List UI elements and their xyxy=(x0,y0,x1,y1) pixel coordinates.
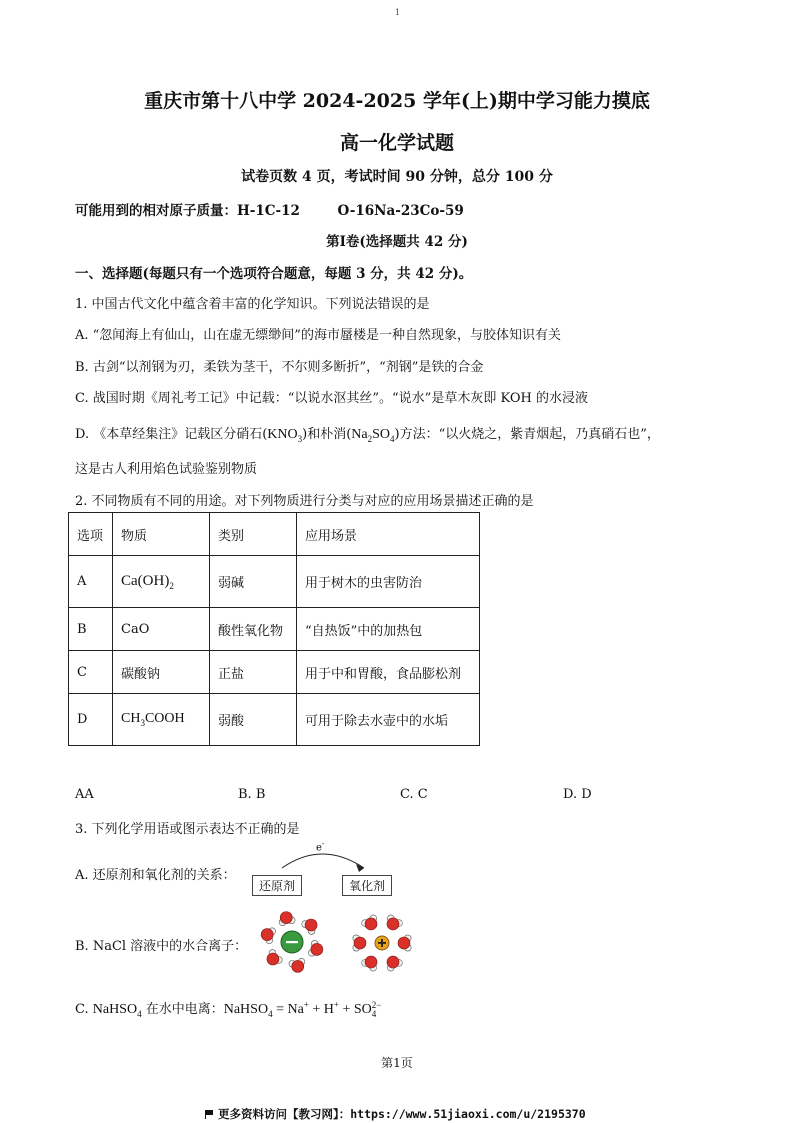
q1-option-b: B. 古剑“以剂钢为刃，柔铁为茎干，不尔则多断折”，“剂钢”是铁的合金 xyxy=(75,360,484,375)
q3-option-a-label: A. 还原剂和氧化剂的关系： xyxy=(75,868,236,883)
row-application: 用于中和胃酸，食品膨松剂 xyxy=(297,651,480,694)
row-application: “自热饭”中的加热包 xyxy=(297,608,480,651)
row-substance: 碳酸钠 xyxy=(113,651,210,694)
water-molecule-icon xyxy=(398,935,411,951)
exam-subject-title: 高一化学试题 xyxy=(339,132,454,154)
oxidant-box: 氧化剂 xyxy=(342,875,392,896)
row-option: C xyxy=(69,651,113,694)
water-molecule-icon xyxy=(387,956,402,971)
electron-label: e- xyxy=(316,840,325,854)
q3-option-c: C. NaHSO$_4$ 在水中电离：NaHSO$_4$ = Na+ + H+ + SO 2− 4 xyxy=(75,999,382,1019)
q1-option-a: A. “忽闻海上有仙山，山在虚无缥缈间”的海市蜃楼是一种自然现象，与胶体知识有关 xyxy=(75,328,561,343)
row-option: A xyxy=(69,556,113,608)
water-molecule-icon xyxy=(353,935,366,951)
water-molecule-icon xyxy=(267,950,282,965)
page-header-mark: 1 xyxy=(395,8,401,17)
row-substance: $CH_3COOH$ xyxy=(113,694,210,746)
q3-stem: 3. 下列化学用语或图示表达不正确的是 xyxy=(75,822,300,837)
hydrated-ions-diagram xyxy=(250,905,425,977)
q2-answer-a: AA xyxy=(75,787,94,802)
row-category: 弱酸 xyxy=(210,694,297,746)
reductant-box: 还原剂 xyxy=(252,875,302,896)
q2-answer-c: C. C xyxy=(400,787,428,802)
col-header-category: 类别 xyxy=(210,513,297,556)
hydrated-cation xyxy=(353,915,411,971)
table-row xyxy=(69,556,480,608)
row-substance: CaO xyxy=(113,608,210,651)
q2-table xyxy=(68,512,480,746)
water-molecule-icon xyxy=(362,956,377,971)
footer-link[interactable]: 更多资料访问【教习网】：https://www.51jiaoxi.com/u/2195370 xyxy=(205,1106,586,1122)
flag-icon xyxy=(205,1110,214,1119)
section-heading: 第Ⅰ卷(选择题共 42 分) xyxy=(326,234,468,250)
atomic-masses: 可能用到的相对原子质量：H-1C-12 O-16Na-23Co-59 xyxy=(75,203,464,219)
table-row xyxy=(69,651,480,694)
table-row xyxy=(69,694,480,746)
water-molecule-icon xyxy=(308,940,322,956)
hydrated-anion xyxy=(261,912,323,973)
q1-option-d-line2: 这是古人利用焰色试验鉴别物质 xyxy=(75,462,258,477)
q2-answer-b: B. B xyxy=(238,787,266,802)
page-number: 第1页 xyxy=(381,1056,413,1070)
row-option: D xyxy=(69,694,113,746)
col-header-application: 应用场景 xyxy=(297,513,480,556)
row-category: 正盐 xyxy=(210,651,297,694)
q1-stem: 1. 中国古代文化中蕴含着丰富的化学知识。下列说法错误的是 xyxy=(75,297,430,312)
row-category: 酸性氧化物 xyxy=(210,608,297,651)
water-molecule-icon xyxy=(387,915,402,930)
nahso4-formula: NaHSO$_4$ xyxy=(92,1002,142,1019)
electron-arrow xyxy=(282,854,364,868)
water-molecule-icon xyxy=(302,919,317,934)
minus-sign-icon xyxy=(286,941,298,943)
col-header-substance: 物质 xyxy=(113,513,210,556)
q3-option-b-label: B. NaCl 溶液中的水合离子： xyxy=(75,939,248,954)
row-application: 用于树木的虫害防治 xyxy=(297,556,480,608)
row-application: 可用于除去水壶中的水垢 xyxy=(297,694,480,746)
water-molecule-icon xyxy=(261,928,275,944)
col-header-option: 选项 xyxy=(69,513,113,556)
ionization-equation: NaHSO$_4$ = Na+ + H+ + SO 2− 4 xyxy=(223,999,382,1019)
exam-info: 试卷页数 4 页，考试时间 90 分钟，总分 100 分 xyxy=(241,169,553,185)
na2so4-formula: $Na_2SO_4$ xyxy=(351,427,395,444)
q2-stem: 2. 不同物质有不同的用途。对下列物质进行分类与对应的应用场景描述正确的是 xyxy=(75,494,534,509)
row-category: 弱碱 xyxy=(210,556,297,608)
table-header-row xyxy=(69,513,480,556)
water-molecule-icon xyxy=(362,915,377,930)
plus-sign-v-icon xyxy=(381,939,383,947)
row-option: B xyxy=(69,608,113,651)
q1-option-c: C. 战国时期《周礼考工记》中记载：“以说水沤其丝”。“说水”是草木灰即 KOH 的水浸液 xyxy=(75,391,588,406)
q1-option-d: D. 《本草经集注》记载区分硝石$(KNO_3)$和朴消$(Na_2SO_4)$方法：“以火烧之，紫青烟起，乃真硝石也”， xyxy=(75,427,660,444)
table-row xyxy=(69,608,480,651)
row-substance: $Ca(OH)_2$ xyxy=(113,556,210,608)
kno3-formula: $KNO_3$ xyxy=(267,427,303,444)
water-molecule-icon xyxy=(289,958,305,972)
exam-title: 重庆市第十八中学 2024-2025 学年(上)期中学习能力摸底 xyxy=(144,90,650,112)
part-heading: 一、选择题(每题只有一个选项符合题意，每题 3 分，共 42 分)。 xyxy=(75,266,473,282)
water-molecule-icon xyxy=(279,912,295,926)
q2-answer-d: D. D xyxy=(563,787,592,802)
